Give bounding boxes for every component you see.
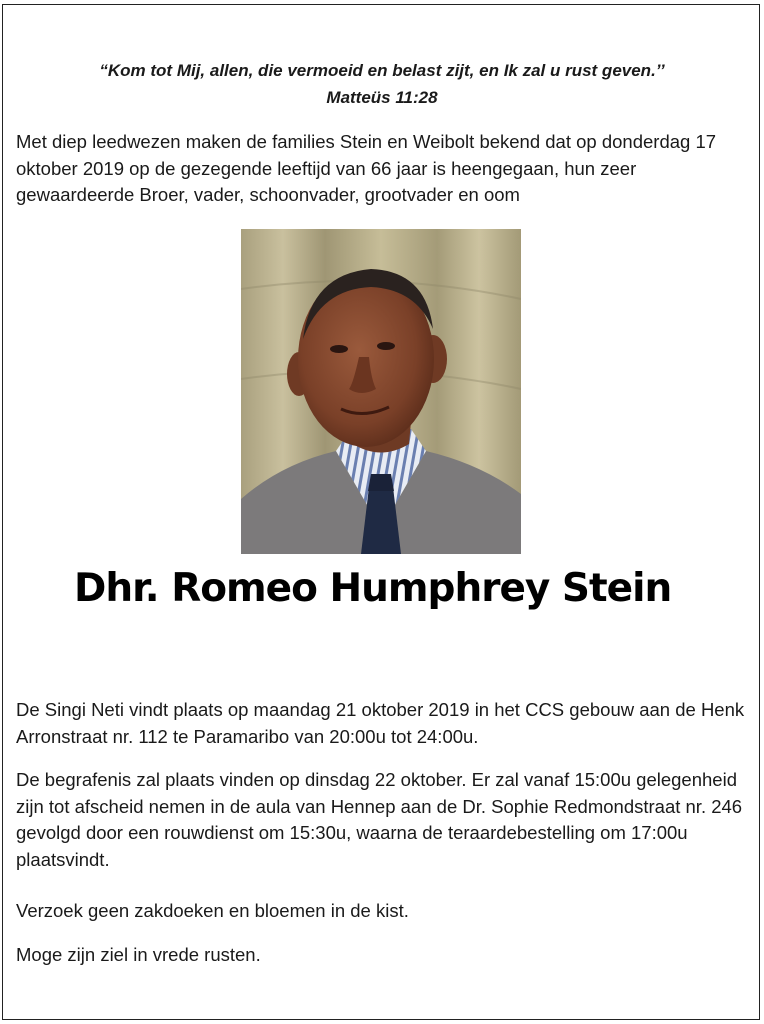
singi-neti-info: De Singi Neti vindt plaats op maandag 21 oktober 2019 in het CCS gebouw aan de Henk Arronstraat nr. 112 te Paramaribo van 20:00u tot 24:00u. [16,699,745,747]
bible-quote: “Kom tot Mij, allen, die vermoeid en belast zijt, en Ik zal u rust geven.’’ [99,61,665,80]
bible-reference: Matteüs 11:28 [326,88,438,107]
deceased-name: Dhr. Romeo Humphrey Stein [74,566,672,611]
portrait-photo [241,229,521,554]
funeral-info: De begrafenis zal plaats vinden op dinsdag 22 oktober. Er zal vanaf 15:00u gelegenheid zijn tot afscheid nemen in de aula van Hennep aan de Dr. Sophie Redmondstraat nr. 246 gevolgd door een rouwdienst om 15:30u, waarna de teraardebestelling om 17:00u plaatsvindt. [16,769,743,870]
announcement-intro: Met diep leedwezen maken de families Stein en Weibolt bekend dat op donderdag 17 oktober 2019 op de gezegende leeftijd van 66 jaar is heengegaan, hun zeer gewaardeerde Broer, vader, schoonvader, grootvader en oom [16,131,717,205]
closing-line: Moge zijn ziel in vrede rusten. [16,944,261,965]
flowers-request: Verzoek geen zakdoeken en bloemen in de kist. [16,900,409,921]
